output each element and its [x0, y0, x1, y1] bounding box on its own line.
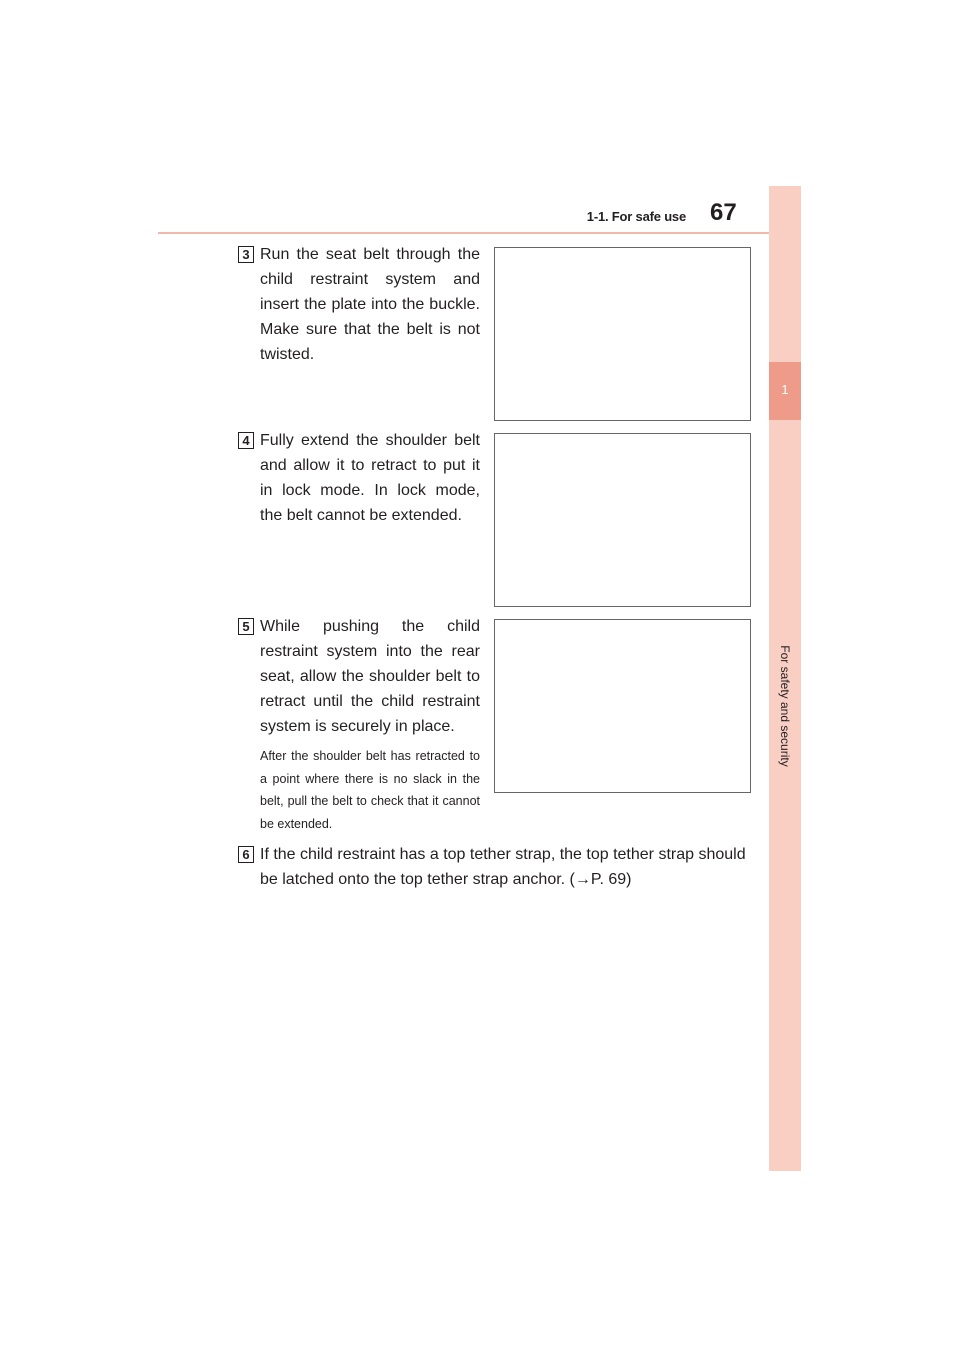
header-rule [158, 232, 800, 234]
step-5-note: After the shoulder belt has retracted to a point where there is no slack in the belt, pull the belt to check that it cannot be extended. [260, 749, 480, 831]
section-title: 1-1. For safe use [586, 209, 686, 224]
step-6-text: If the child restraint has a top tether strap, the top tether strap should be latched onto the top tether strap anchor. (→P. 69) [260, 846, 746, 888]
chapter-number: 1 [781, 382, 789, 397]
step-5-text: While pushing the child restraint system into the rear seat, allow the shoulder belt to retract until the child restraint system is securely in place. [260, 618, 480, 735]
step-3-badge: 3 [238, 246, 254, 263]
step-4-illustration [494, 433, 751, 607]
page-number: 67 [710, 199, 737, 226]
step-5-badge: 5 [238, 618, 254, 635]
step-4-badge: 4 [238, 432, 254, 449]
step-5-illustration [494, 619, 751, 793]
step-6-badge: 6 [238, 846, 254, 863]
step-4-text: Fully extend the shoulder belt and allow it to retract to put it in lock mode. In lock mode, the belt cannot be extended. [260, 432, 480, 524]
chapter-title: For safety and security [778, 645, 792, 767]
step-3-text: Run the seat belt through the child restraint system and insert the plate into the buckle. Make sure that the belt is not twisted. [260, 246, 480, 363]
step-3-illustration [494, 247, 751, 421]
chapter-side-tab [769, 186, 801, 1171]
